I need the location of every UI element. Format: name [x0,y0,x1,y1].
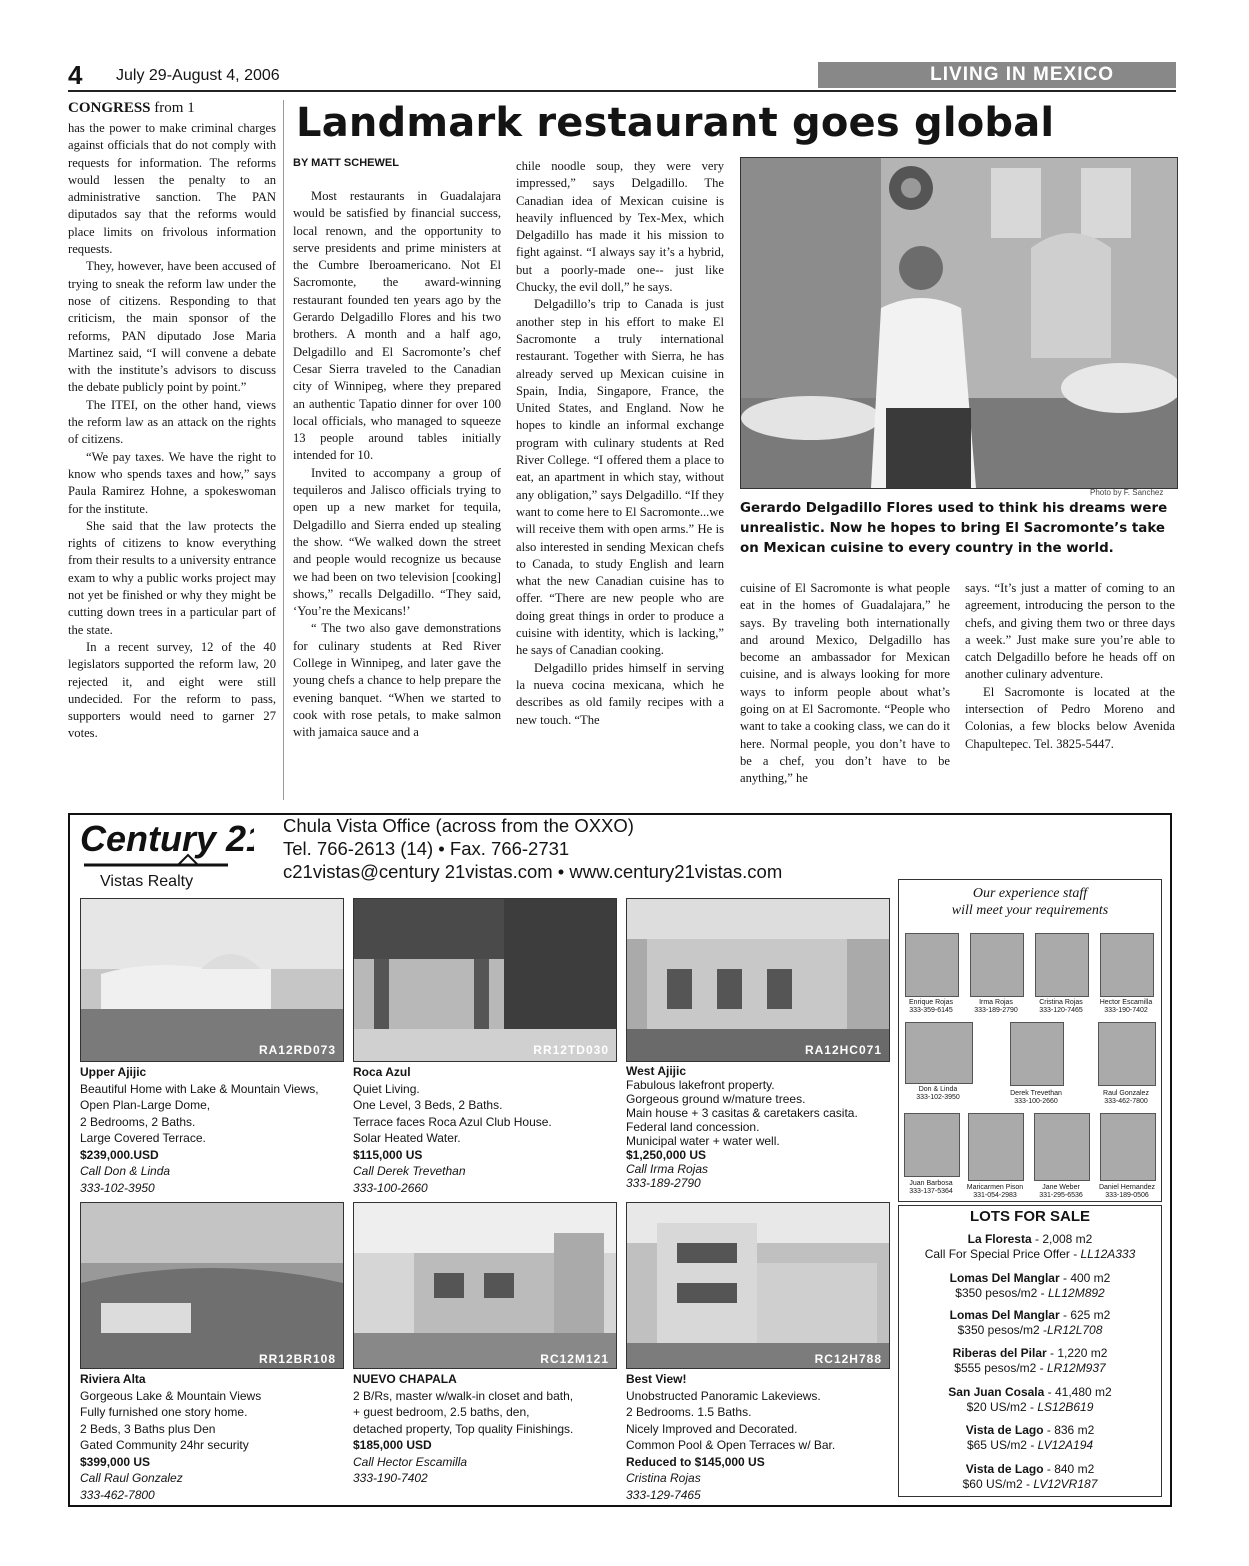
listing-code: RR12TD030 [533,1043,609,1057]
listing-line: Nicely Improved and Decorated. [626,1421,798,1436]
issue-date: July 29-August 4, 2006 [116,67,280,84]
agent-card [1093,1090,1159,1106]
lot-entry[interactable] [900,1346,1160,1376]
agent-name: Juan Barbosa [909,1180,953,1187]
article-paragraph: chile noodle soup, they were very impressed,” says Delgadillo. The Canadian idea of Mexican cuisine is heavily influenced by Tex-Mex, which Delgadillo has made it his mission to fight against. “I always say it’s a hybrid, but a poorly-made one-- just like Chucky, the evil doll,” he says. [516,159,724,295]
article-paragraph: “ The two also gave demonstrations for culinary students at Red River College in Winnipeg, and later gave the young chefs a chance to help prepare the evening banquet. “When we started to cook with rose petals, to make salmon with jamaica sauce and a [293,621,501,740]
lot-name: Riberas del Pilar [952,1346,1047,1360]
ad-web-line[interactable]: c21vistas@century 21vistas.com • www.century21vistas.com [283,861,783,882]
restaurant-photo-art [741,158,1177,488]
listing-line: Open Plan-Large Dome, [80,1098,211,1112]
agent-phone: 333-120-7465 [1039,1007,1083,1014]
listing-contact: Call Raul Gonzalez [80,1471,183,1485]
agent-portrait [1100,933,1154,997]
congress-paragraph: They, however, have been accused of trying to sneak the reform law under the nose of citizens. Responding to that criticism, the main sponsor of the reforms, PAN diputado Jose Maria Martinez said, “I will convene a debate with the institute’s advisors to discuss the debate publicly point by point.” [68,259,276,395]
lot-entry[interactable] [900,1462,1160,1492]
lot-size: - 2,008 m2 [1031,1232,1093,1246]
congress-label: CONGRESS [68,100,151,116]
listing-code: RC12H788 [814,1352,882,1366]
page-number: 4 [68,60,83,90]
logo-wordmark: Century 21 [80,818,254,859]
listing-title: West Ajijic [626,1064,687,1078]
article-paragraph: Invited to accompany a group of tequileros and Jalisco officials trying to open up a new market for tequila, Delgadillo and Sierra ended up stealing the show. “We walked down the street and people would recognize us because we had been on two television [cooking] shows,” recalls Delgadillo. “They said, ‘You’re the Mexicans!’ [293,465,501,619]
listing-contact: Call Derek Trevethan [353,1164,466,1178]
lot-entry[interactable] [900,1232,1160,1262]
listing-line: Main house + 3 casitas & caretakers casita. [626,1106,858,1120]
agent-card [965,999,1027,1015]
staff-title-line: Our experience staff [972,886,1088,901]
agent-phone: 333-189-2790 [974,1007,1018,1014]
agent-card [1029,1184,1093,1200]
lot-name: Lomas Del Manglar [949,1308,1060,1322]
photo-credit: Photo by F. Sanchez [1090,488,1164,497]
article-paragraph: El Sacromonte is located at the intersection of Pedro Moreno and Colonias, a few blocks below Avenida Chapultepec. Tel. 3825-5447. [965,684,1175,751]
lot-price: $350 pesos/m2 - [957,1323,1047,1337]
lot-size: - 400 m2 [1059,1271,1111,1285]
listing-price: $185,000 USD [353,1438,432,1452]
agent-card [1095,999,1157,1015]
listing-contact: Call Don & Linda [80,1164,171,1178]
agent-portrait [905,1022,973,1084]
listing-title: Riviera Alta [80,1372,146,1386]
agent-name: Derek Trevethan [1010,1090,1062,1097]
restaurant-photo [740,157,1178,489]
listing-photo [80,898,344,1062]
lots-title: LOTS FOR SALE [970,1208,1090,1225]
listing-line: 2 Bedrooms, 2 Baths. [80,1114,196,1129]
article-paragraph: Most restaurants in Guadalajara would be satisfied by financial success, local renown, and the opportunity to serve presidents and prime ministers at the Cumbre Iberoamericano. Not El Sacromonte, the award-winning restaurant founded ten years ago by the Gerardo Delgadillo Flores and his two brothers. A month and a half ago, Delgadillo and El Sacromonte’s chef Cesar Sierra traveled to the Canadian city of Winnipeg, where they prepared an authentic Tapatio dinner for over 100 local officials, who managed to squeeze 13 people around tables initially intended for 10. [293,189,501,463]
listing-line: 2 B/Rs, master w/walk-in closet and bath, [353,1388,574,1403]
listing-photo [626,1202,890,1369]
lot-code: LV12A194 [1037,1438,1094,1452]
agent-portrait [970,933,1024,997]
agent-card [1003,1090,1069,1106]
agent-card [900,999,962,1015]
agent-phone: 333-462-7800 [1104,1098,1148,1105]
agent-phone: 333-102-3950 [916,1094,960,1101]
listing-photo-art [354,1203,616,1368]
listing-line: Gorgeous ground w/mature trees. [626,1092,806,1106]
agent-name: Jane Weber [1042,1184,1080,1191]
lot-price: $20 US/m2 - [966,1400,1038,1414]
staff-title [900,885,1160,919]
lot-name: Vista de Lago [965,1462,1044,1476]
listing-line: Fully furnished one story home. [80,1405,248,1419]
listing-price: $115,000 US [353,1147,423,1162]
listing-best-view[interactable] [626,1371,891,1503]
agent-card [962,1184,1028,1200]
section-banner: LIVING IN MEXICO [818,62,1176,88]
listing-photo-art [627,899,889,1061]
listing-line: Municipal water + water well. [626,1134,780,1148]
congress-from: from 1 [154,100,195,116]
lot-price: $65 US/m2 - [966,1438,1038,1452]
lot-price: $60 US/m2 - [962,1477,1034,1491]
lot-entry[interactable] [900,1423,1160,1453]
listing-line: Federal land concession. [626,1120,760,1134]
agent-phone: 333-189-0506 [1105,1192,1149,1199]
listing-title: Roca Azul [353,1065,411,1079]
listing-contact: Call Irma Rojas [626,1162,709,1176]
listing-photo [80,1202,344,1369]
agent-phone: 331-295-6536 [1039,1192,1083,1199]
listing-line: detached property, Top quality Finishings. [353,1421,574,1436]
lot-code: LR12M937 [1047,1361,1106,1375]
listing-price: $239,000.USD [80,1147,159,1162]
listing-price: $399,000 US [80,1454,151,1469]
article-column-3 [740,580,950,788]
listing-contact: Cristina Rojas [626,1471,701,1485]
lot-code: LR12L708 [1047,1323,1103,1337]
listing-nuevo-chapala[interactable] [353,1371,618,1487]
listing-line: Gorgeous Lake & Mountain Views [80,1388,262,1403]
agent-name: Daniel Hernandez [1098,1184,1156,1191]
listing-phone: 333-102-3950 [80,1180,155,1195]
lot-code: LL12A333 [1080,1247,1136,1261]
lot-entry[interactable] [900,1308,1160,1338]
column-rule [283,100,284,800]
congress-paragraph: She said that the law protects the rights of citizens to know everything from their results to a university entrance exam to why a public works project may not yet be finished or why they might be cutting down trees in a particular part of the state. [68,518,276,637]
lot-price: Call For Special Price Offer - [924,1247,1081,1261]
lot-entry[interactable] [900,1385,1160,1415]
office-name: Vistas Realty [100,873,194,890]
article-column-1 [293,188,501,742]
agent-portrait [1034,1113,1090,1181]
header-rule [68,90,1176,92]
listing-phone: 333-190-7402 [353,1471,428,1485]
listing-line: Gated Community 24hr security [80,1438,249,1452]
agent-portrait [1098,1022,1156,1086]
article-column-4 [965,580,1175,753]
agent-name: Cristina Rojas [1039,999,1083,1006]
article-paragraph: cuisine of El Sacromonte is what people eat in the homes of Guadalajara,” he says. By traveling both internationally and around Mexico, Delgadillo has become an ambassador for Mexican cuisine, and is always looking for more ways to inform people about what’s going on at El Sacromonte. “People who want to take a cooking class, we can do it here. Normal people, you don’t have to be a chef, you don’t have to be anything,” he [740,581,950,786]
listing-line: One Level, 3 Beds, 2 Baths. [353,1098,503,1112]
agent-name: Hector Escamilla [1099,999,1153,1006]
listing-price: $1,250,000 US [626,1148,707,1162]
listing-code: RA12RD073 [258,1043,336,1057]
agent-card [1030,999,1092,1015]
lot-size: - 41,480 m2 [1044,1385,1112,1399]
listing-line: 2 Beds, 3 Baths plus Den [80,1421,216,1436]
article-paragraph: says. “It’s just a matter of coming to an agreement, introducing the person to the chefs, and giving them two or three days a week.” Just make sure you’re able to catch Delgadillo before he heads off on another culinary adventure. [965,581,1175,682]
lot-code: LV12VR187 [1033,1477,1098,1491]
listing-photo [626,898,890,1062]
congress-paragraph: has the power to make criminal charges against officials that do not comply with requests for information. The reforms would lessen the penalty to an administrative sanction. The PAN diputados say that the reforms would place limits on frivolous information requests. [68,121,276,257]
article-paragraph: Delgadillo’s trip to Canada is just another step in his effort to make El Sacromonte a truly international restaurant. Together with Sierra, he has already served up Mexican cuisine in Spain, India, Singapore, France, the United States, and England. Now he hopes to kindle an informal exchange program with culinary students at Red River College. “I offered them a place to eat, an apartment in which stay, without any obligation,” says Delgadillo. “If they want to come here to El Sacromonte...we will receive them with open arms.” He is also interested in sending Mexican chefs to Canada, to study English and learn what the new Canadian cuisine has to offer. “There are new people who are doing great things in order to produce a cuisine with identity, which is lacking,” he says of Canadian cooking. [516,297,724,658]
listing-code: RA12HC071 [804,1043,882,1057]
agent-portrait [1100,1113,1156,1181]
agent-name: Irma Rojas [979,999,1013,1006]
congress-paragraph: “We pay taxes. We have the right to know who spends taxes and how,” says Paula Ramirez Hohne, a spokeswoman for the institute. [68,449,276,516]
byline: BY MATT SCHEWEL [293,157,399,169]
listing-title: Best View! [626,1372,687,1386]
listing-line: Fabulous lakefront property. [626,1078,775,1092]
ad-office-line: Chula Vista Office (across from the OXXO) [283,815,634,836]
listing-title: NUEVO CHAPALA [353,1372,457,1386]
lot-name: San Juan Cosala [948,1385,1045,1399]
ad-phone-line: Tel. 766-2613 (14) • Fax. 766-2731 [283,838,570,859]
lot-name: Lomas Del Manglar [949,1271,1060,1285]
agent-name: Maricarmen Pison [966,1184,1024,1191]
agent-portrait [904,1113,960,1177]
listing-phone: 333-462-7800 [80,1487,155,1502]
listing-price: Reduced to $145,000 US [626,1454,765,1469]
listing-photo [353,898,617,1062]
agent-card [1094,1184,1160,1200]
listing-line: Beautiful Home with Lake & Mountain Views, [80,1081,319,1096]
lot-code: LS12B619 [1037,1400,1094,1414]
headline: Landmark restaurant goes global [296,100,1055,146]
agent-phone: 333-137-5364 [909,1188,953,1195]
century21-logo-art [78,815,254,873]
listing-line: 2 Bedrooms. 1.5 Baths. [626,1405,752,1419]
congress-column [68,120,276,743]
agent-phone: 333-100-2660 [1014,1098,1058,1105]
listing-line: Large Covered Terrace. [80,1131,206,1145]
lot-size: - 625 m2 [1059,1308,1111,1322]
listing-roca-azul[interactable] [353,1064,618,1196]
listing-code: RC12M121 [540,1352,609,1366]
article-column-2 [516,158,724,729]
agent-portrait [905,933,959,997]
listing-phone: 333-100-2660 [353,1180,428,1195]
agent-portrait [1010,1022,1064,1086]
listing-photo-art [627,1203,889,1368]
listing-code: RR12BR108 [258,1352,336,1366]
congress-paragraph: In a recent survey, 12 of the 40 legislators supported the reform law, 20 rejected it, and eight were still undecided. For the reform to pass, supporters would need to garner 27 votes. [68,639,276,741]
congress-jump-head [68,100,195,117]
lot-size: - 840 m2 [1043,1462,1095,1476]
listing-line: Common Pool & Open Terraces w/ Bar. [626,1438,836,1452]
lot-entry[interactable] [900,1271,1160,1301]
lot-code: LL12M892 [1048,1286,1105,1300]
agent-card [902,1086,974,1102]
listing-phone: 333-129-7465 [626,1487,701,1502]
listing-line: Solar Heated Water. [353,1131,461,1145]
listing-upper-ajijic[interactable] [80,1064,345,1196]
listing-photo-art [81,899,343,1061]
listing-contact: Call Hector Escamilla [353,1454,468,1469]
listing-line: Terrace faces Roca Azul Club House. [353,1114,552,1129]
listing-line: + guest bedroom, 2.5 baths, den, [353,1405,530,1419]
agent-name: Enrique Rojas [909,999,953,1006]
congress-paragraph: The ITEI, on the other hand, views the reform law as an attack on the rights of citizens. [68,397,276,447]
listing-line: Quiet Living. [353,1081,420,1096]
agent-name: Raul Gonzalez [1103,1090,1149,1097]
listing-photo-art [81,1203,343,1368]
listing-photo [353,1202,617,1369]
lot-size: - 1,220 m2 [1046,1346,1108,1360]
lot-price: $350 pesos/m2 - [955,1286,1048,1300]
listing-title: Upper Ajijic [80,1065,147,1079]
staff-title-line: will meet your requirements [951,903,1109,918]
agent-name: Don & Linda [918,1086,958,1093]
listing-riviera-alta[interactable] [80,1371,345,1503]
listing-line: Unobstructed Panoramic Lakeviews. [626,1388,821,1403]
agent-phone: 333-359-6145 [909,1007,953,1014]
photo-caption: Gerardo Delgadillo Flores used to think his dreams were unrealistic. Now he hopes to bring El Sacromonte’s take on Mexican cuisine to every country in the world. [740,501,1168,556]
agent-portrait [968,1113,1024,1181]
listing-west-ajijic[interactable] [626,1064,891,1190]
article-paragraph: Delgadillo prides himself in serving la nueva cocina mexicana, which he describes as old family recipes with a new touch. “The [516,660,724,727]
agent-card [900,1180,962,1196]
lot-name: Vista de Lago [965,1423,1044,1437]
agent-phone: 331-054-2983 [973,1192,1017,1199]
lot-price: $555 pesos/m2 - [954,1361,1047,1375]
agent-portrait [1035,933,1089,997]
listing-photo-art [354,899,616,1061]
lot-name: La Floresta [967,1232,1032,1246]
lot-size: - 836 m2 [1043,1423,1095,1437]
agent-phone: 333-190-7402 [1104,1007,1148,1014]
listing-phone: 333-189-2790 [626,1176,701,1190]
